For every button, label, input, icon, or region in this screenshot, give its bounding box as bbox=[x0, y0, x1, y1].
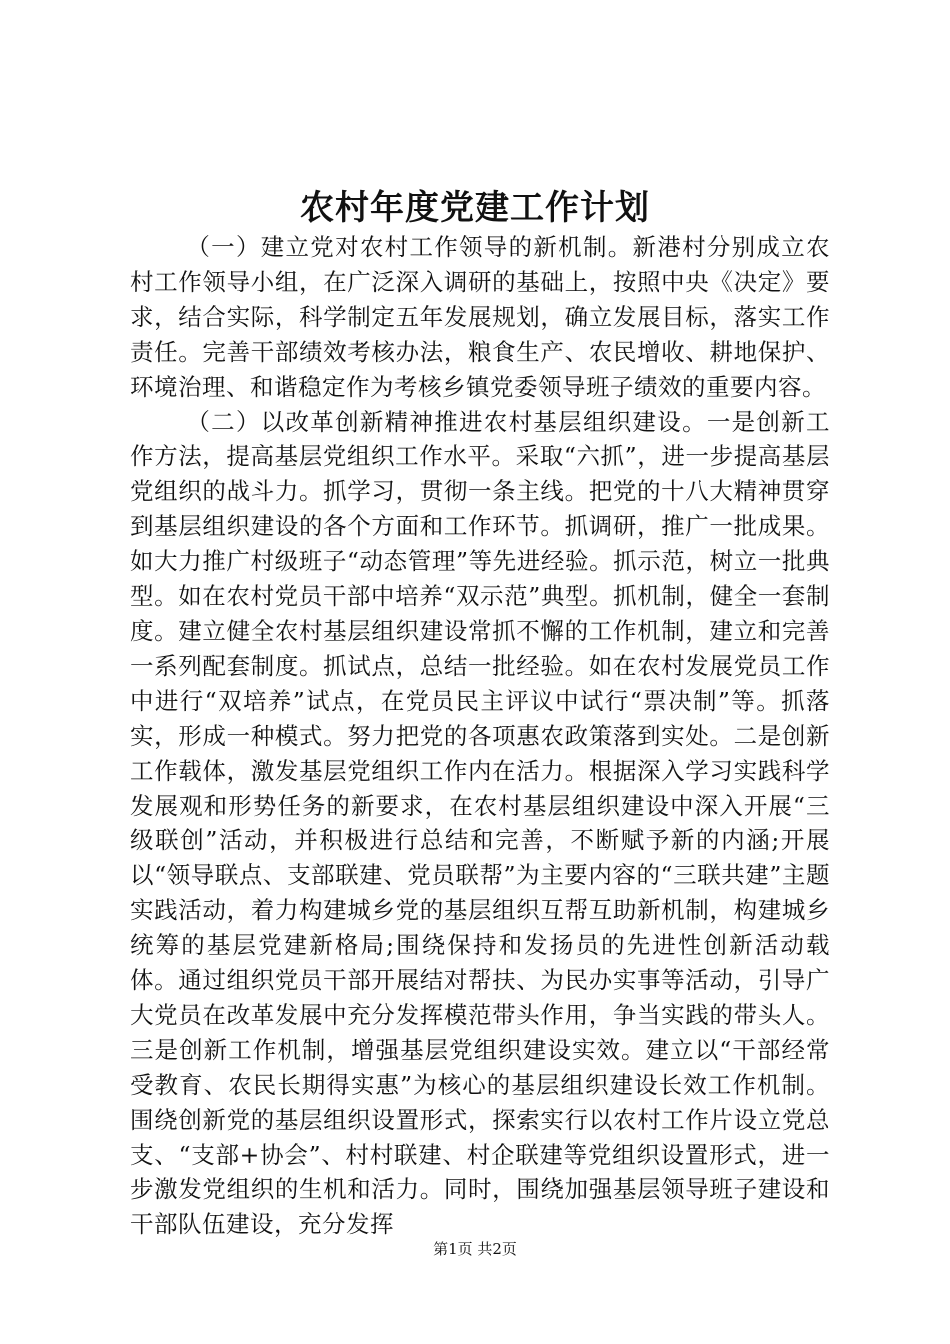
document-title: 农村年度党建工作计划 bbox=[300, 188, 650, 228]
document-body bbox=[130, 230, 830, 1242]
paragraph-2: （二）以改革创新精神推进农村基层组织建设。一是创新工作方法，提高基层党组织工作水平。采取“六抓”，进一步提高基层党组织的战斗力。抓学习，贯彻一条主线。把党的十八大精神贯穿到基层组织建设的各个方面和工作环节。抓调研，推广一批成果。如大力推广村级班子“动态管理”等先进经验。抓示范，树立一批典型。如在农村党员干部中培养“双示范”典型。抓机制，健全一套制度。建立健全农村基层组织建设常抓不懈的工作机制，建立和完善一系列配套制度。抓试点，总结一批经验。如在农村发展党员工作中进行“双培养”试点，在党员民主评议中试行“票决制”等。抓落实，形成一种模式。努力把党的各项惠农政策落到实处。二是创新工作载体，激发基层党组织工作内在活力。根据深入学习实践科学发展观和形势任务的新要求，在农村基层组织建设中深入开展“三级联创”活动，并积极进行总结和完善，不断赋予新的内涵;开展以“领导联点、支部联建、党员联帮”为主要内容的“三联共建”主题实践活动，着力构建城乡党的基层组织互帮互助新机制，构建城乡统筹的基层党建新格局;围绕保持和发扬员的先进性创新活动载体。通过组织党员干部开展结对帮扶、为民办实事等活动，引导广大党员在改革发展中充分发挥模范带头作用，争当实践的带头人。三是创新工作机制，增强基层党组织建设实效。建立以“干部经常受教育、农民长期得实惠”为核心的基层组织建设长效工作机制。围绕创新党的基层组织设置形式，探索实行以农村工作片设立党总支、“支部+协会”、村村联建、村企联建等党组织设置形式，进一步激发党组织的生机和活力。同时，围绕加强基层领导班子建设和干部队伍建设，充分发挥 bbox=[130, 407, 830, 1239]
page-footer: 第1页 共2页 bbox=[433, 1240, 517, 1258]
paragraph-1: （一）建立党对农村工作领导的新机制。新港村分别成立农村工作领导小组，在广泛深入调研的基础上，按照中央《决定》要求，结合实际，科学制定五年发展规划，确立发展目标，落实工作责任。完善干部绩效考核办法，粮食生产、农民增收、耕地保护、环境治理、和谐稳定作为考核乡镇党委领导班子绩效的重要内容。 bbox=[130, 233, 830, 401]
